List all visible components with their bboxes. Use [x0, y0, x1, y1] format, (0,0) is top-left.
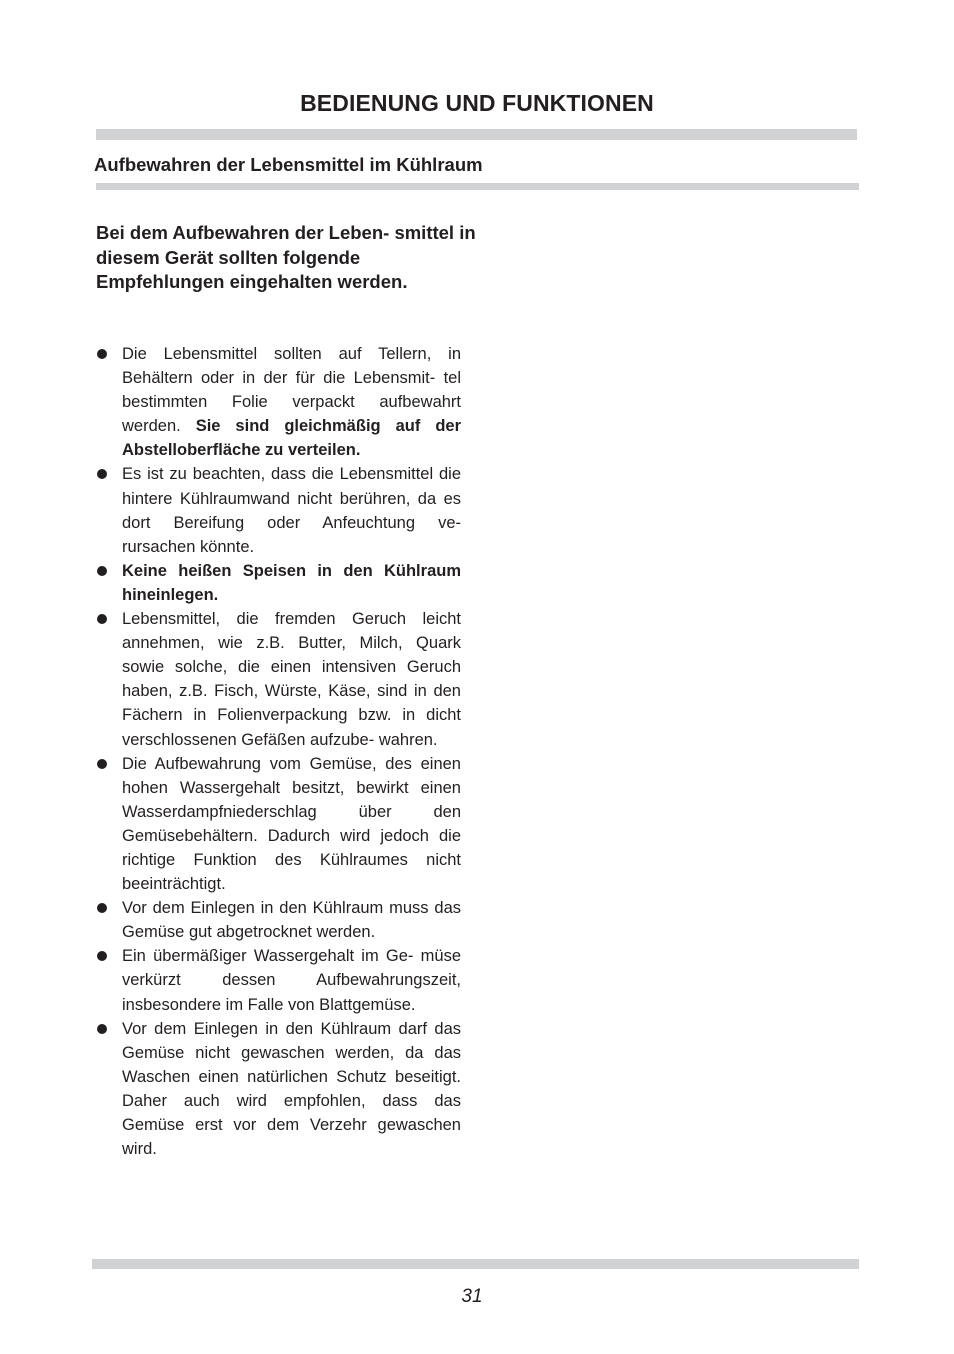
section-title: Aufbewahren der Lebensmittel im Kühlraum: [94, 154, 483, 175]
list-item-bold-text: Keine heißen Speisen in den Kühlraum hineinlegen.: [122, 561, 461, 604]
list-item-text: Vor dem Einlegen in den Kühlraum muss das Gemüse gut abgetrocknet werden.: [122, 899, 461, 942]
list-item-bold-text: Sie sind gleichmäßig auf der Abstelloberfläche zu verteilen.: [122, 417, 461, 460]
list-item-text: Ein übermäßiger Wassergehalt im Ge- müse verkürzt dessen Aufbewahrungszeit, insbesondere im Falle von Blattgemüse.: [122, 947, 461, 1014]
footer-rule: [92, 1259, 859, 1269]
page-number: 31: [461, 1286, 483, 1307]
bullet-icon: [97, 951, 107, 961]
list-item-text: Lebensmittel, die fremden Geruch leicht annehmen, wie z.B. Butter, Milch, Quark sowie solche, die einen intensiven Geruch haben, z.B. Fisch, Würste, Käse, sind in den Fächern in Folienverpackung bzw. in dicht verschlossenen Gefäßen aufzube- wahren.: [122, 610, 461, 749]
list-item: [96, 342, 461, 462]
list-item: [96, 607, 461, 752]
bullet-icon: [97, 469, 107, 479]
intro-paragraph: Bei dem Aufbewahren der Leben- smittel in diesem Gerät sollten folgende Empfehlungen eingehalten werden.: [96, 222, 476, 292]
list-item-text: Die Aufbewahrung vom Gemüse, des einen hohen Wassergehalt besitzt, bewirkt einen Wasserdampfniederschlag über den Gemüsebehältern. Dadurch wird jedoch die richtige Funktion des Kühlraumes nicht beeinträchtigt.: [122, 754, 461, 894]
list-item: [96, 1017, 461, 1162]
bullet-icon: [97, 903, 107, 913]
list-item: [96, 462, 461, 558]
list-item: [96, 944, 461, 1016]
list-item: [96, 752, 461, 897]
page-title: BEDIENUNG UND FUNKTIONEN: [300, 90, 654, 116]
header-rule-bottom: [96, 183, 859, 190]
list-item: [96, 896, 461, 944]
list-item: [96, 559, 461, 607]
bullet-icon: [97, 349, 107, 359]
list-item-text: Vor dem Einlegen in den Kühlraum darf das Gemüse nicht gewaschen werden, da das Waschen einen natürlichen Schutz beseitigt. Daher auch wird empfohlen, dass das Gemüse erst vor dem Verzehr gewaschen wird.: [122, 1019, 461, 1159]
bullet-icon: [97, 566, 107, 576]
bullet-icon: [97, 759, 107, 769]
header-rule-top: [96, 129, 857, 140]
list-item-text: Es ist zu beachten, dass die Lebensmittel die hintere Kühlraumwand nicht berühren, da es dort Bereifung oder Anfeuchtung ve- rursachen könnte.: [122, 465, 461, 556]
recommendation-list: [96, 342, 461, 1161]
bullet-icon: [97, 614, 107, 624]
bullet-icon: [97, 1024, 107, 1034]
list-item-text: Die Lebensmittel sollten auf Tellern, in Behältern oder in der für die Lebensmit- tel bestimmten Folie verpackt aufbewahrt werden.: [122, 345, 461, 436]
